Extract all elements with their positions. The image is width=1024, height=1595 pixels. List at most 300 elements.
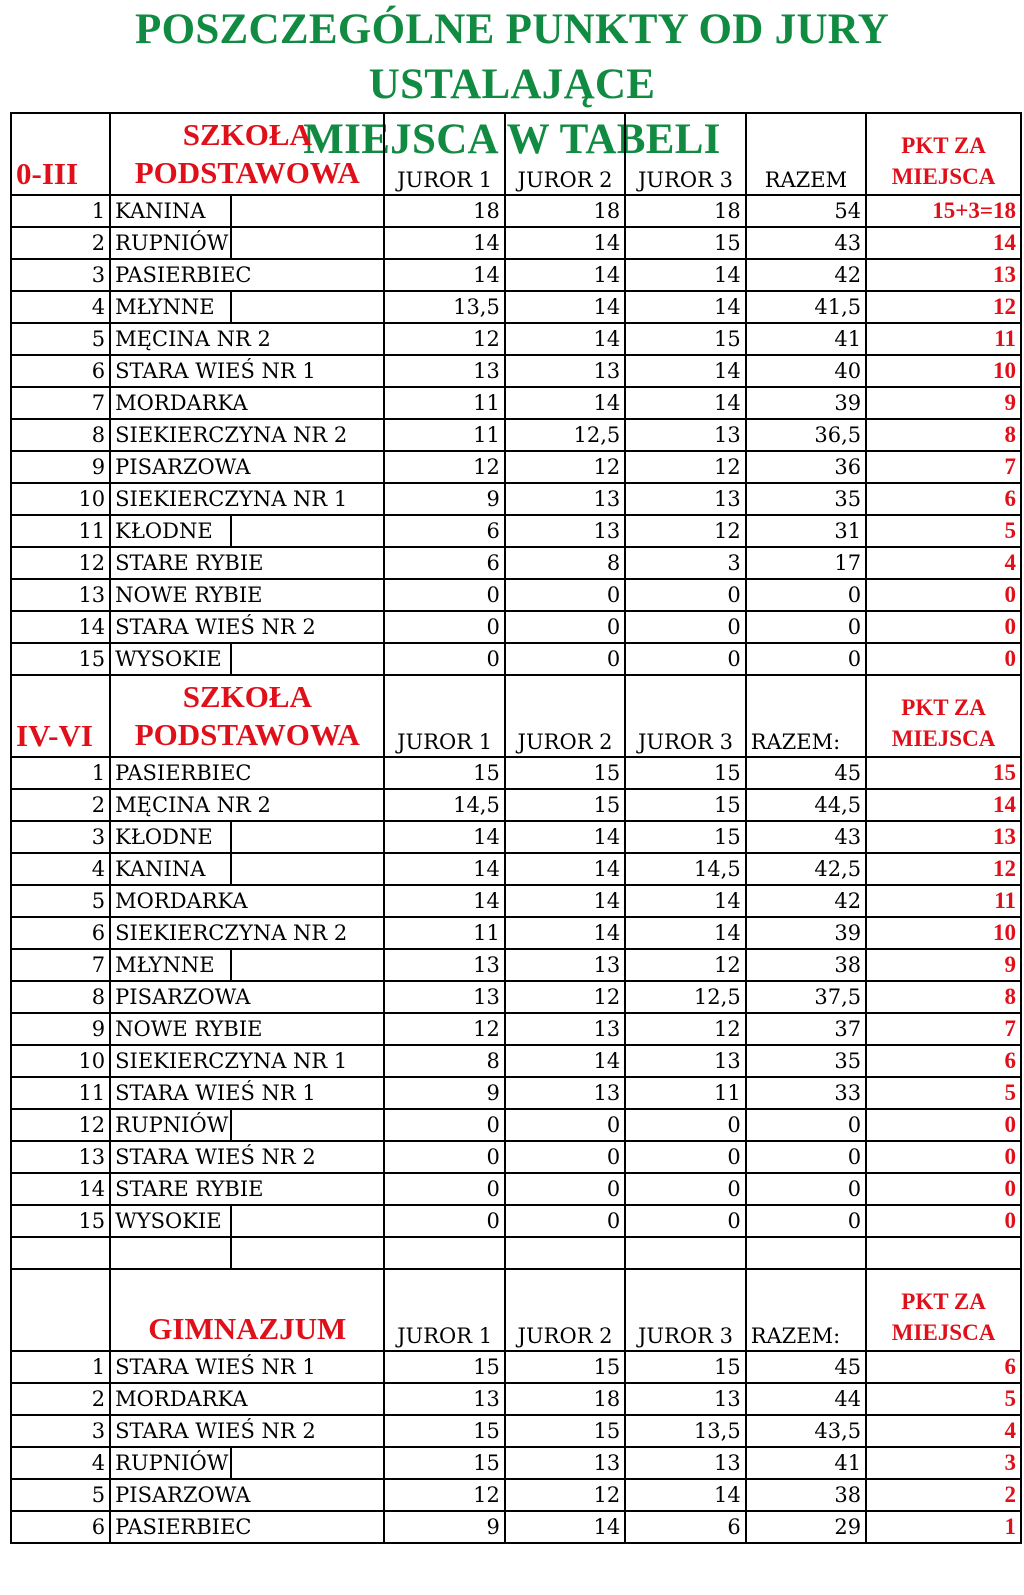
column-header: JUROR 2 (505, 1269, 625, 1351)
school-name-cell: STARA WIEŚ NR 2 (110, 611, 384, 643)
juror-1-score: 12 (384, 1479, 504, 1511)
juror-1-score: 14 (384, 259, 504, 291)
place-cell: 3 (11, 259, 110, 291)
school-name-cell: PASIERBIEC (110, 1511, 384, 1543)
juror-2-score: 14 (505, 885, 625, 917)
place-points: 0 (866, 611, 1021, 643)
empty-cell (231, 1109, 385, 1141)
school-name-cell: KŁODNE (110, 821, 230, 853)
juror-1-score: 9 (384, 1077, 504, 1109)
juror-2-score: 14 (505, 259, 625, 291)
category-label: 0-III (11, 113, 110, 195)
points-header (866, 113, 1021, 195)
juror-3-score: 0 (625, 1109, 745, 1141)
points-header (866, 675, 1021, 757)
juror-1-score: 9 (384, 483, 504, 515)
total-score: 39 (746, 917, 866, 949)
juror-1-score: 0 (384, 1205, 504, 1237)
spacer-cell (505, 1237, 625, 1269)
school-name-cell: PISARZOWA (110, 451, 384, 483)
table-row (11, 949, 1021, 981)
points-header-line-2: MIEJSCA (891, 1320, 996, 1345)
empty-cell (231, 515, 385, 547)
juror-2-score: 15 (505, 1415, 625, 1447)
table-row (11, 1447, 1021, 1479)
juror-2-score: 0 (505, 1173, 625, 1205)
place-cell: 14 (11, 611, 110, 643)
place-cell: 13 (11, 1141, 110, 1173)
place-points: 12 (866, 291, 1021, 323)
total-score: 41 (746, 1447, 866, 1479)
juror-1-score: 13,5 (384, 291, 504, 323)
total-score: 45 (746, 757, 866, 789)
juror-3-score: 15 (625, 821, 745, 853)
total-score: 29 (746, 1511, 866, 1543)
juror-3-score: 0 (625, 643, 745, 675)
place-cell: 5 (11, 323, 110, 355)
total-score: 38 (746, 949, 866, 981)
total-score: 43 (746, 821, 866, 853)
juror-2-score: 13 (505, 949, 625, 981)
total-score: 42 (746, 885, 866, 917)
place-points: 10 (866, 917, 1021, 949)
juror-3-score: 15 (625, 757, 745, 789)
place-cell: 11 (11, 515, 110, 547)
juror-2-score: 14 (505, 1511, 625, 1543)
school-name-cell: STARE RYBIE (110, 547, 384, 579)
juror-3-score: 3 (625, 547, 745, 579)
juror-2-score: 13 (505, 515, 625, 547)
empty-cell (231, 949, 385, 981)
juror-3-score: 14 (625, 387, 745, 419)
juror-2-score: 12 (505, 1479, 625, 1511)
total-score: 43 (746, 227, 866, 259)
place-cell: 1 (11, 757, 110, 789)
juror-1-score: 12 (384, 323, 504, 355)
table-row (11, 451, 1021, 483)
table-row (11, 885, 1021, 917)
place-points: 13 (866, 259, 1021, 291)
table-row (11, 917, 1021, 949)
table-row (11, 1479, 1021, 1511)
total-score: 0 (746, 579, 866, 611)
juror-1-score: 13 (384, 981, 504, 1013)
juror-2-score: 14 (505, 387, 625, 419)
total-score: 0 (746, 1173, 866, 1205)
column-header: RAZEM (746, 113, 866, 195)
school-name-cell: MĘCINA NR 2 (110, 323, 384, 355)
table-row (11, 789, 1021, 821)
table-row (11, 1173, 1021, 1205)
place-cell: 1 (11, 1351, 110, 1383)
juror-1-score: 11 (384, 917, 504, 949)
juror-3-score: 0 (625, 1141, 745, 1173)
place-points: 0 (866, 643, 1021, 675)
school-name-cell: MŁYNNE (110, 291, 230, 323)
place-points: 5 (866, 1383, 1021, 1415)
juror-3-score: 0 (625, 611, 745, 643)
place-cell: 9 (11, 1013, 110, 1045)
table-row (11, 1351, 1021, 1383)
juror-1-score: 0 (384, 579, 504, 611)
place-cell: 2 (11, 227, 110, 259)
juror-3-score: 15 (625, 323, 745, 355)
juror-3-score: 15 (625, 789, 745, 821)
spacer-cell (625, 1237, 745, 1269)
table-row (11, 821, 1021, 853)
column-header: JUROR 2 (505, 675, 625, 757)
page-title-line-1: POSZCZEGÓLNE PUNKTY OD JURY USTALAJĄCE (135, 6, 889, 108)
school-name-cell: WYSOKIE (110, 1205, 230, 1237)
column-header: JUROR 3 (625, 675, 745, 757)
juror-3-score: 18 (625, 195, 745, 227)
column-header: JUROR 1 (384, 113, 504, 195)
school-name-cell: SIEKIERCZYNA NR 2 (110, 419, 384, 451)
place-cell: 15 (11, 1205, 110, 1237)
spacer-cell (384, 1237, 504, 1269)
juror-1-score: 12 (384, 451, 504, 483)
juror-3-score: 13 (625, 1447, 745, 1479)
place-cell: 6 (11, 355, 110, 387)
juror-1-score: 14 (384, 885, 504, 917)
juror-2-score: 15 (505, 757, 625, 789)
total-score: 43,5 (746, 1415, 866, 1447)
total-score: 44 (746, 1383, 866, 1415)
points-header-line-1: PKT ZA (901, 133, 986, 158)
juror-3-score: 13,5 (625, 1415, 745, 1447)
juror-2-score: 14 (505, 1045, 625, 1077)
results-table-body (11, 113, 1021, 1543)
juror-2-score: 18 (505, 1383, 625, 1415)
school-name-cell: MORDARKA (110, 1383, 384, 1415)
section-header-row (11, 675, 1021, 757)
total-score: 33 (746, 1077, 866, 1109)
juror-2-score: 15 (505, 789, 625, 821)
points-header-line-2: MIEJSCA (891, 726, 996, 751)
juror-3-score: 12 (625, 515, 745, 547)
juror-2-score: 0 (505, 643, 625, 675)
juror-2-score: 12 (505, 981, 625, 1013)
total-score: 42,5 (746, 853, 866, 885)
juror-1-score: 18 (384, 195, 504, 227)
juror-3-score: 0 (625, 1173, 745, 1205)
juror-2-score: 13 (505, 1447, 625, 1479)
table-row (11, 355, 1021, 387)
points-header-line-1: PKT ZA (901, 695, 986, 720)
juror-3-score: 6 (625, 1511, 745, 1543)
school-name-cell: MORDARKA (110, 885, 384, 917)
juror-2-score: 15 (505, 1351, 625, 1383)
empty-cell (231, 195, 385, 227)
school-name-cell: MĘCINA NR 2 (110, 789, 384, 821)
juror-3-score: 14 (625, 291, 745, 323)
total-score: 17 (746, 547, 866, 579)
school-name-cell: STARA WIEŚ NR 1 (110, 1077, 384, 1109)
juror-3-score: 15 (625, 1351, 745, 1383)
juror-2-score: 13 (505, 483, 625, 515)
total-score: 54 (746, 195, 866, 227)
total-score: 39 (746, 387, 866, 419)
points-header-line-2: MIEJSCA (891, 164, 996, 189)
school-name-cell: WYSOKIE (110, 643, 230, 675)
juror-2-score: 13 (505, 1013, 625, 1045)
total-score: 0 (746, 1109, 866, 1141)
school-name-cell: STARA WIEŚ NR 1 (110, 355, 384, 387)
total-score: 44,5 (746, 789, 866, 821)
place-points: 0 (866, 1205, 1021, 1237)
school-name-cell: PASIERBIEC (110, 259, 384, 291)
table-row (11, 1045, 1021, 1077)
total-score: 38 (746, 1479, 866, 1511)
total-score: 42 (746, 259, 866, 291)
place-cell: 3 (11, 821, 110, 853)
juror-2-score: 0 (505, 1205, 625, 1237)
juror-2-score: 14 (505, 291, 625, 323)
total-score: 36 (746, 451, 866, 483)
table-row (11, 323, 1021, 355)
total-score: 40 (746, 355, 866, 387)
juror-3-score: 14 (625, 355, 745, 387)
juror-1-score: 15 (384, 1447, 504, 1479)
juror-1-score: 15 (384, 1351, 504, 1383)
table-row (11, 757, 1021, 789)
school-name-cell: STARA WIEŚ NR 2 (110, 1141, 384, 1173)
juror-2-score: 13 (505, 355, 625, 387)
table-row (11, 1109, 1021, 1141)
juror-1-score: 11 (384, 387, 504, 419)
total-score: 41,5 (746, 291, 866, 323)
table-row (11, 1205, 1021, 1237)
juror-1-score: 14 (384, 853, 504, 885)
table-row (11, 1511, 1021, 1543)
place-cell: 1 (11, 195, 110, 227)
juror-2-score: 0 (505, 579, 625, 611)
juror-1-score: 11 (384, 419, 504, 451)
place-cell: 6 (11, 1511, 110, 1543)
school-name-cell: SIEKIERCZYNA NR 1 (110, 1045, 384, 1077)
table-row (11, 547, 1021, 579)
spacer-cell (11, 1237, 110, 1269)
juror-3-score: 13 (625, 483, 745, 515)
place-points: 15 (866, 757, 1021, 789)
juror-2-score: 0 (505, 611, 625, 643)
juror-1-score: 6 (384, 547, 504, 579)
total-score: 37,5 (746, 981, 866, 1013)
juror-3-score: 12 (625, 949, 745, 981)
total-score: 37 (746, 1013, 866, 1045)
place-points: 10 (866, 355, 1021, 387)
juror-1-score: 14,5 (384, 789, 504, 821)
empty-cell (231, 821, 385, 853)
juror-2-score: 8 (505, 547, 625, 579)
place-points: 5 (866, 1077, 1021, 1109)
juror-1-score: 0 (384, 1173, 504, 1205)
place-points: 0 (866, 1109, 1021, 1141)
place-cell: 5 (11, 1479, 110, 1511)
place-cell: 4 (11, 291, 110, 323)
column-header: JUROR 2 (505, 113, 625, 195)
empty-cell (231, 291, 385, 323)
place-points: 11 (866, 885, 1021, 917)
total-score: 35 (746, 1045, 866, 1077)
juror-1-score: 13 (384, 355, 504, 387)
juror-3-score: 12 (625, 451, 745, 483)
place-cell: 2 (11, 789, 110, 821)
place-points: 9 (866, 949, 1021, 981)
school-name-cell: RUPNIÓW (110, 1447, 230, 1479)
juror-3-score: 14 (625, 259, 745, 291)
place-cell: 14 (11, 1173, 110, 1205)
points-header (866, 1269, 1021, 1351)
empty-cell (231, 227, 385, 259)
juror-2-score: 0 (505, 1109, 625, 1141)
place-points: 5 (866, 515, 1021, 547)
school-type-line-1: SZKOŁA (182, 117, 312, 152)
column-header: JUROR 3 (625, 113, 745, 195)
place-cell: 8 (11, 981, 110, 1013)
place-cell: 13 (11, 579, 110, 611)
place-points: 2 (866, 1479, 1021, 1511)
juror-1-score: 0 (384, 1141, 504, 1173)
place-points: 8 (866, 981, 1021, 1013)
place-points: 4 (866, 547, 1021, 579)
juror-3-score: 13 (625, 1045, 745, 1077)
school-name-cell: PISARZOWA (110, 981, 384, 1013)
total-score: 41 (746, 323, 866, 355)
place-points: 6 (866, 1045, 1021, 1077)
place-points: 14 (866, 227, 1021, 259)
juror-3-score: 13 (625, 419, 745, 451)
school-name-cell: PASIERBIEC (110, 757, 384, 789)
page-title-line-2: MIEJSCA W TABELI (303, 116, 721, 163)
empty-cell (231, 1205, 385, 1237)
school-name-cell: SIEKIERCZYNA NR 1 (110, 483, 384, 515)
spacer-cell (231, 1237, 385, 1269)
column-header: JUROR 1 (384, 1269, 504, 1351)
juror-1-score: 13 (384, 1383, 504, 1415)
place-points: 8 (866, 419, 1021, 451)
spacer-cell (866, 1237, 1021, 1269)
juror-1-score: 9 (384, 1511, 504, 1543)
points-header-line-1: PKT ZA (901, 1289, 986, 1314)
juror-1-score: 15 (384, 1415, 504, 1447)
place-cell: 12 (11, 547, 110, 579)
juror-1-score: 0 (384, 1109, 504, 1141)
table-row (11, 1077, 1021, 1109)
place-points: 0 (866, 1141, 1021, 1173)
place-cell: 2 (11, 1383, 110, 1415)
juror-3-score: 14 (625, 917, 745, 949)
place-cell: 10 (11, 1045, 110, 1077)
juror-1-score: 8 (384, 1045, 504, 1077)
juror-1-score: 13 (384, 949, 504, 981)
table-row (11, 227, 1021, 259)
category-label (11, 1269, 110, 1351)
section-header-row (11, 113, 1021, 195)
juror-2-score: 18 (505, 195, 625, 227)
juror-1-score: 12 (384, 1013, 504, 1045)
school-name-cell: STARA WIEŚ NR 1 (110, 1351, 384, 1383)
school-type-header (110, 113, 384, 195)
table-row (11, 419, 1021, 451)
school-type-line-1: SZKOŁA (182, 679, 312, 714)
place-points: 7 (866, 451, 1021, 483)
place-cell: 3 (11, 1415, 110, 1447)
school-name-cell: STARE RYBIE (110, 1173, 384, 1205)
column-header: RAZEM: (746, 675, 866, 757)
empty-cell (231, 643, 385, 675)
place-points: 12 (866, 853, 1021, 885)
table-row (11, 387, 1021, 419)
place-cell: 4 (11, 853, 110, 885)
juror-1-score: 14 (384, 821, 504, 853)
juror-2-score: 14 (505, 917, 625, 949)
place-points: 11 (866, 323, 1021, 355)
place-cell: 9 (11, 451, 110, 483)
place-cell: 8 (11, 419, 110, 451)
juror-2-score: 14 (505, 853, 625, 885)
empty-cell (231, 853, 385, 885)
total-score: 0 (746, 1205, 866, 1237)
school-name-cell: NOWE RYBIE (110, 579, 384, 611)
place-points: 0 (866, 1173, 1021, 1205)
place-cell: 7 (11, 949, 110, 981)
place-points: 13 (866, 821, 1021, 853)
juror-3-score: 12,5 (625, 981, 745, 1013)
table-row (11, 1013, 1021, 1045)
place-cell: 12 (11, 1109, 110, 1141)
category-label: IV-VI (11, 675, 110, 757)
juror-3-score: 12 (625, 1013, 745, 1045)
table-row (11, 853, 1021, 885)
table-row (11, 483, 1021, 515)
place-points: 0 (866, 579, 1021, 611)
juror-3-score: 14 (625, 885, 745, 917)
juror-2-score: 12,5 (505, 419, 625, 451)
place-points: 7 (866, 1013, 1021, 1045)
school-type-line-2: PODSTAWOWA (134, 155, 360, 190)
table-row (11, 579, 1021, 611)
juror-2-score: 14 (505, 227, 625, 259)
school-name-cell: MŁYNNE (110, 949, 230, 981)
place-cell: 7 (11, 387, 110, 419)
juror-3-score: 0 (625, 1205, 745, 1237)
school-name-cell: RUPNIÓW (110, 1109, 230, 1141)
school-name-cell: KŁODNE (110, 515, 230, 547)
place-cell: 15 (11, 643, 110, 675)
juror-2-score: 0 (505, 1141, 625, 1173)
school-name-cell: RUPNIÓW (110, 227, 230, 259)
juror-3-score: 14,5 (625, 853, 745, 885)
place-cell: 5 (11, 885, 110, 917)
school-type-line-2: PODSTAWOWA (134, 717, 360, 752)
place-points: 14 (866, 789, 1021, 821)
place-points: 4 (866, 1415, 1021, 1447)
juror-3-score: 15 (625, 227, 745, 259)
juror-1-score: 6 (384, 515, 504, 547)
place-cell: 10 (11, 483, 110, 515)
school-name-cell: KANINA (110, 853, 230, 885)
place-cell: 11 (11, 1077, 110, 1109)
table-row (11, 1383, 1021, 1415)
empty-cell (231, 1447, 385, 1479)
place-cell: 4 (11, 1447, 110, 1479)
place-points: 1 (866, 1511, 1021, 1543)
school-type-line-2: GIMNAZJUM (148, 1311, 347, 1346)
place-points: 3 (866, 1447, 1021, 1479)
spacer-row (11, 1237, 1021, 1269)
place-points: 9 (866, 387, 1021, 419)
